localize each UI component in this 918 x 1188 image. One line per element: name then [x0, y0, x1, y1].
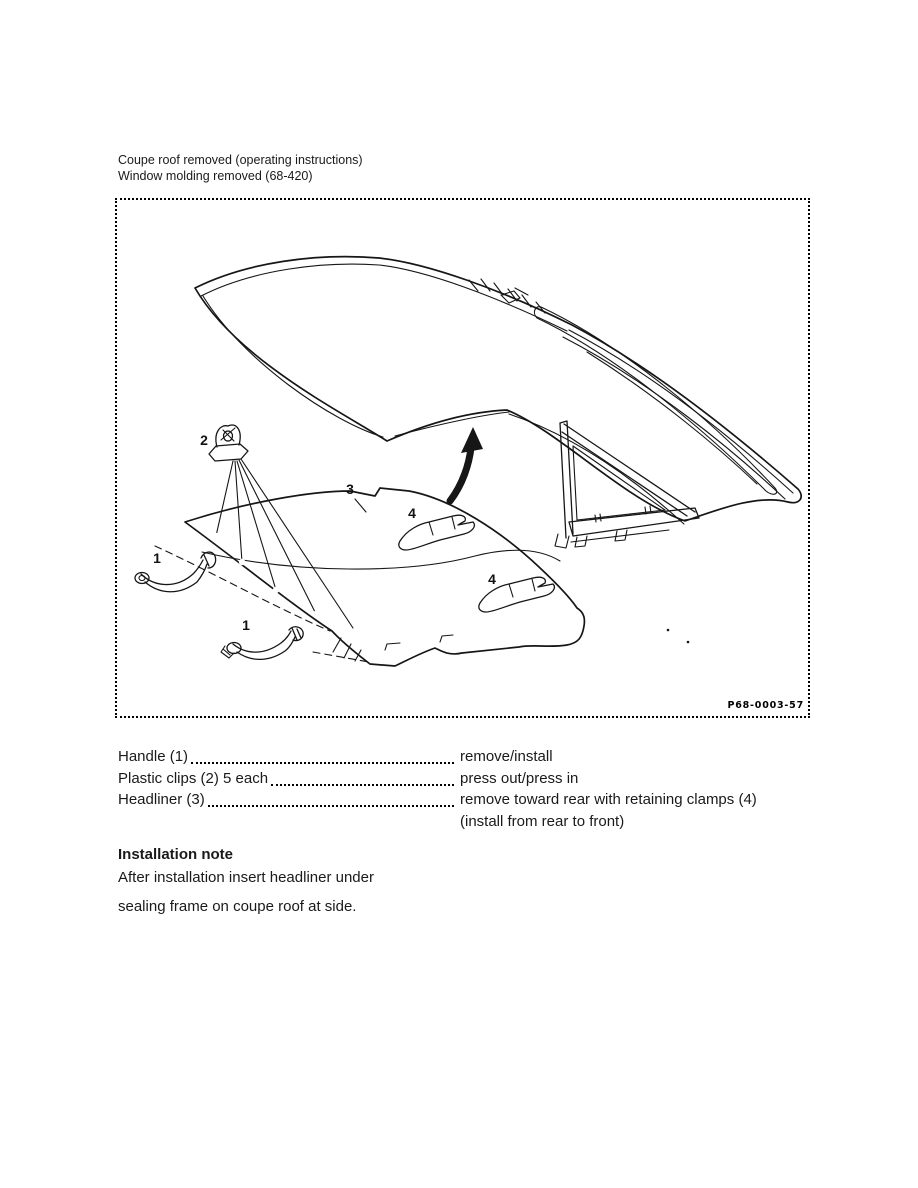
parts-row [118, 768, 808, 790]
installation-note-title: Installation note [118, 846, 234, 863]
exploded-diagram [117, 200, 808, 716]
installation-note-line-1: After installation insert headliner under [118, 869, 374, 886]
figure-number: P68-0003-57 [727, 700, 804, 711]
part-action-line2: (install from rear to front) [460, 812, 625, 830]
part-name: Headliner (3) [118, 791, 205, 808]
handle-lower-drawing [221, 627, 303, 660]
callout-clamp-upper: 4 [408, 505, 416, 521]
part-name: Plastic clips (2) 5 each [118, 769, 269, 787]
dotted-leader [208, 789, 454, 807]
direction-arrow [450, 427, 483, 501]
part-name: Handle (1) [118, 748, 189, 765]
precondition-notes [118, 152, 363, 184]
callout-clip: 2 [200, 432, 208, 448]
callout-headliner: 3 [346, 481, 354, 497]
part-action: press out/press in [460, 769, 579, 787]
handle-upper-drawing [135, 552, 216, 592]
installation-note-line-2: sealing frame on coupe roof at side. [118, 898, 357, 915]
speck-dot [667, 629, 670, 632]
parts-action-list [118, 746, 808, 832]
part-action: remove/install [460, 748, 553, 765]
callout-handle-upper: 1 [153, 550, 161, 566]
part-action: remove toward rear with retaining clamps (4) [460, 791, 757, 808]
speck-dot [687, 641, 690, 644]
headliner-drawing [155, 488, 584, 666]
exploded-view-figure [115, 198, 810, 718]
callout-handle-lower: 1 [242, 617, 250, 633]
coupe-roof-drawing [195, 257, 801, 524]
precondition-line-2: Window molding removed (68-420) [118, 169, 313, 183]
parts-row [118, 789, 808, 832]
dotted-leader [271, 768, 454, 786]
precondition-line-1: Coupe roof removed (operating instructions) [118, 153, 363, 167]
parts-row [118, 746, 808, 768]
dotted-leader [191, 746, 454, 764]
callout-clamp-lower: 4 [488, 571, 496, 587]
